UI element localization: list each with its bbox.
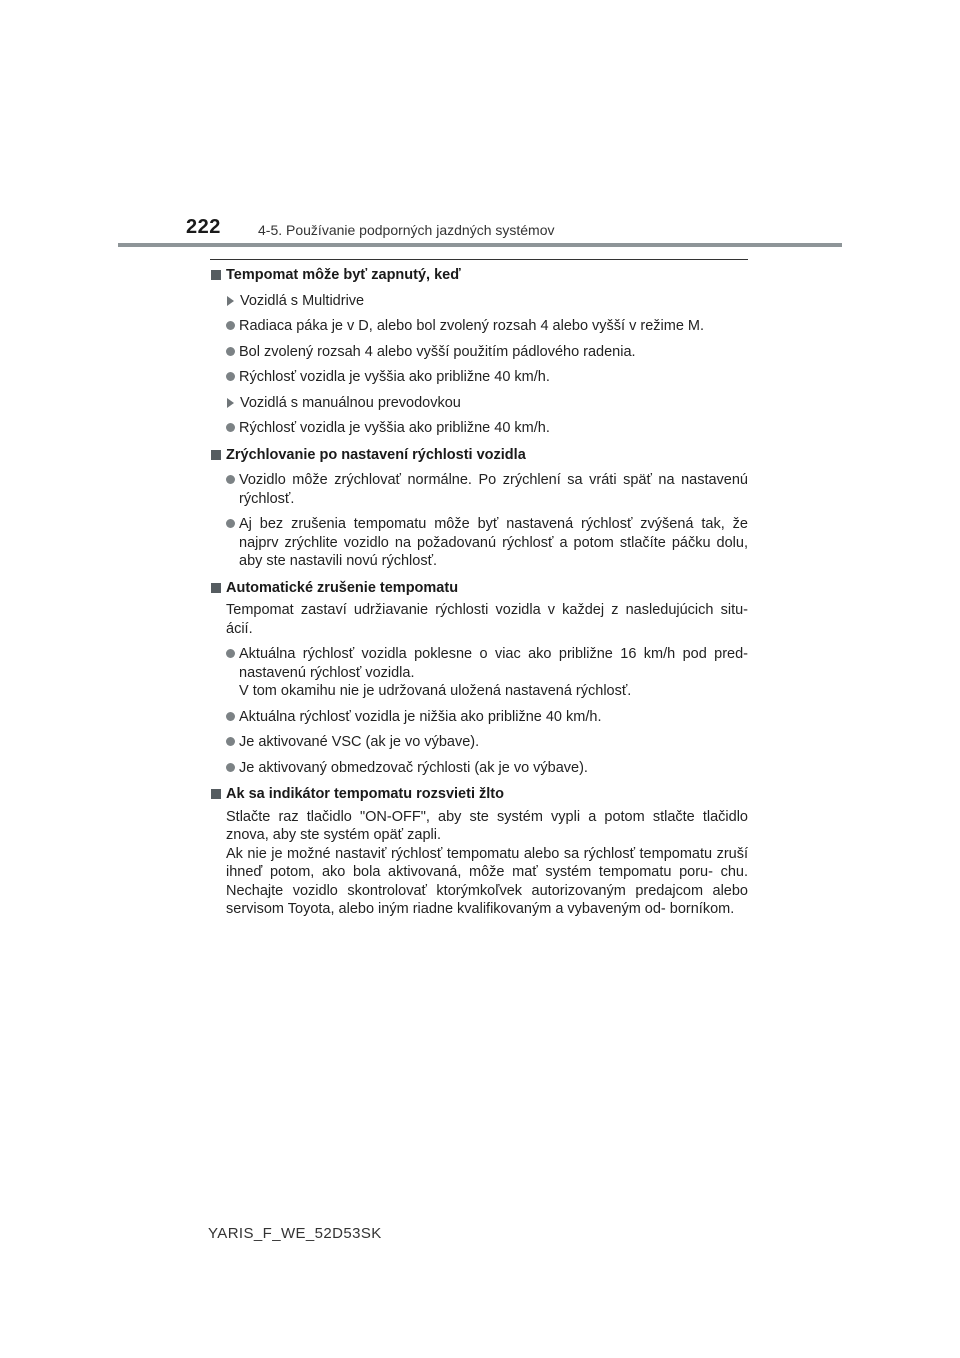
- circle-bullet-icon: [226, 649, 235, 658]
- section-heading: [210, 579, 748, 598]
- list-item: [210, 645, 748, 701]
- item-text: Tempomat môže byť zapnutý, keď: [226, 267, 461, 283]
- square-bullet-icon: [211, 583, 221, 593]
- footer-doc-code: YARIS_F_WE_52D53SK: [208, 1225, 382, 1242]
- circle-bullet-icon: [226, 475, 235, 484]
- circle-bullet-icon: [226, 423, 235, 432]
- item-text: Je aktivované VSC (ak je vo výbave).: [239, 734, 480, 750]
- section-heading: [210, 266, 748, 285]
- circle-bullet-icon: [226, 763, 235, 772]
- section-heading: [210, 446, 748, 465]
- list-item: [210, 471, 748, 508]
- list-item: [210, 708, 748, 727]
- paragraph: [210, 601, 748, 638]
- item-text: Vozidlá s manuálnou prevodovkou: [240, 394, 461, 411]
- content-rule: [210, 259, 748, 260]
- list-item: [210, 759, 748, 778]
- square-bullet-icon: [211, 789, 221, 799]
- paragraph: [210, 808, 748, 919]
- item-text: Je aktivovaný obmedzovač rýchlosti (ak je vo výbave).: [239, 759, 588, 776]
- chapter-title: 4-5. Používanie podporných jazdných systémov: [258, 222, 555, 238]
- item-text: Aj bez zrušenia tempomatu môže byť nastavená rýchlosť zvýšená tak, že najprv zrýchlite vozidlo na požadovanú rýchlosť a potom stlačíte páčku dolu, aby ste nastavili novú rýchlosť.: [239, 516, 748, 569]
- square-bullet-icon: [211, 270, 221, 280]
- page-content: [210, 266, 748, 919]
- item-text: Zrýchlovanie po nastavení rýchlosti vozidla: [226, 446, 526, 463]
- item-text: Vozidlo môže zrýchlovať normálne. Po zrýchlení sa vráti späť na nastavenú rýchlosť.: [239, 472, 748, 507]
- item-text: Automatické zrušenie tempomatu: [226, 579, 459, 596]
- item-text: Aktuálna rýchlosť vozidla je nižšia ako približne 40 km/h.: [239, 708, 602, 725]
- item-text: Stlačte raz tlačidlo "ON-OFF", aby ste systém vypli a potom stlačte tlačidlo znova, aby ste systém opäť zapli. Ak nie je možné nastaviť rýchlosť tempomatu alebo sa rýchlosť tempomatu zruší ihneď potom, ako bola aktivovaná, môže mať systém tempomatu poru- chu. Nechajte vozidlo skontrolovať ktorýmkoľvek autorizovaným predajcom alebo servisom Toyota, alebo iným riadne kvalifikovaným a vybaveným od- borníkom.: [226, 808, 748, 917]
- circle-bullet-icon: [226, 737, 235, 746]
- list-item: [210, 515, 748, 571]
- circle-bullet-icon: [226, 519, 235, 528]
- subsection-label: [210, 394, 748, 413]
- item-text: Tempomat zastaví udržiavanie rýchlosti vozidla v každej z nasledujúcich situ- ácií.: [226, 602, 748, 637]
- subsection-label: [210, 292, 748, 311]
- section-heading: [210, 785, 748, 804]
- item-text: Radiaca páka je v D, alebo bol zvolený rozsah 4 alebo vyšší v režime M.: [239, 318, 705, 334]
- header-rule: [118, 243, 842, 247]
- item-text: Rýchlosť vozidla je vyššia ako približne 40 km/h.: [239, 369, 550, 385]
- item-text: Bol zvolený rozsah 4 alebo vyšší použitím pádlového radenia.: [239, 343, 636, 360]
- triangle-bullet-icon: [227, 296, 234, 306]
- page-number: 222: [186, 216, 221, 238]
- list-item: [210, 343, 748, 362]
- item-text: Aktuálna rýchlosť vozidla poklesne o viac ako približne 16 km/h pod pred- nastavenú rýchlosť vozidla. V tom okamihu nie je udržovaná uložená nastavená rýchlosť.: [239, 646, 748, 699]
- list-item: [210, 317, 748, 336]
- circle-bullet-icon: [226, 712, 235, 721]
- square-bullet-icon: [211, 450, 221, 460]
- item-text: Rýchlosť vozidla je vyššia ako približne 40 km/h.: [239, 420, 550, 436]
- circle-bullet-icon: [226, 321, 235, 330]
- circle-bullet-icon: [226, 372, 235, 381]
- item-text: Vozidlá s Multidrive: [240, 292, 365, 309]
- circle-bullet-icon: [226, 347, 235, 356]
- list-item: [210, 419, 748, 438]
- triangle-bullet-icon: [227, 398, 234, 408]
- item-text: Ak sa indikátor tempomatu rozsvieti žlto: [226, 786, 504, 802]
- list-item: [210, 368, 748, 387]
- list-item: [210, 733, 748, 752]
